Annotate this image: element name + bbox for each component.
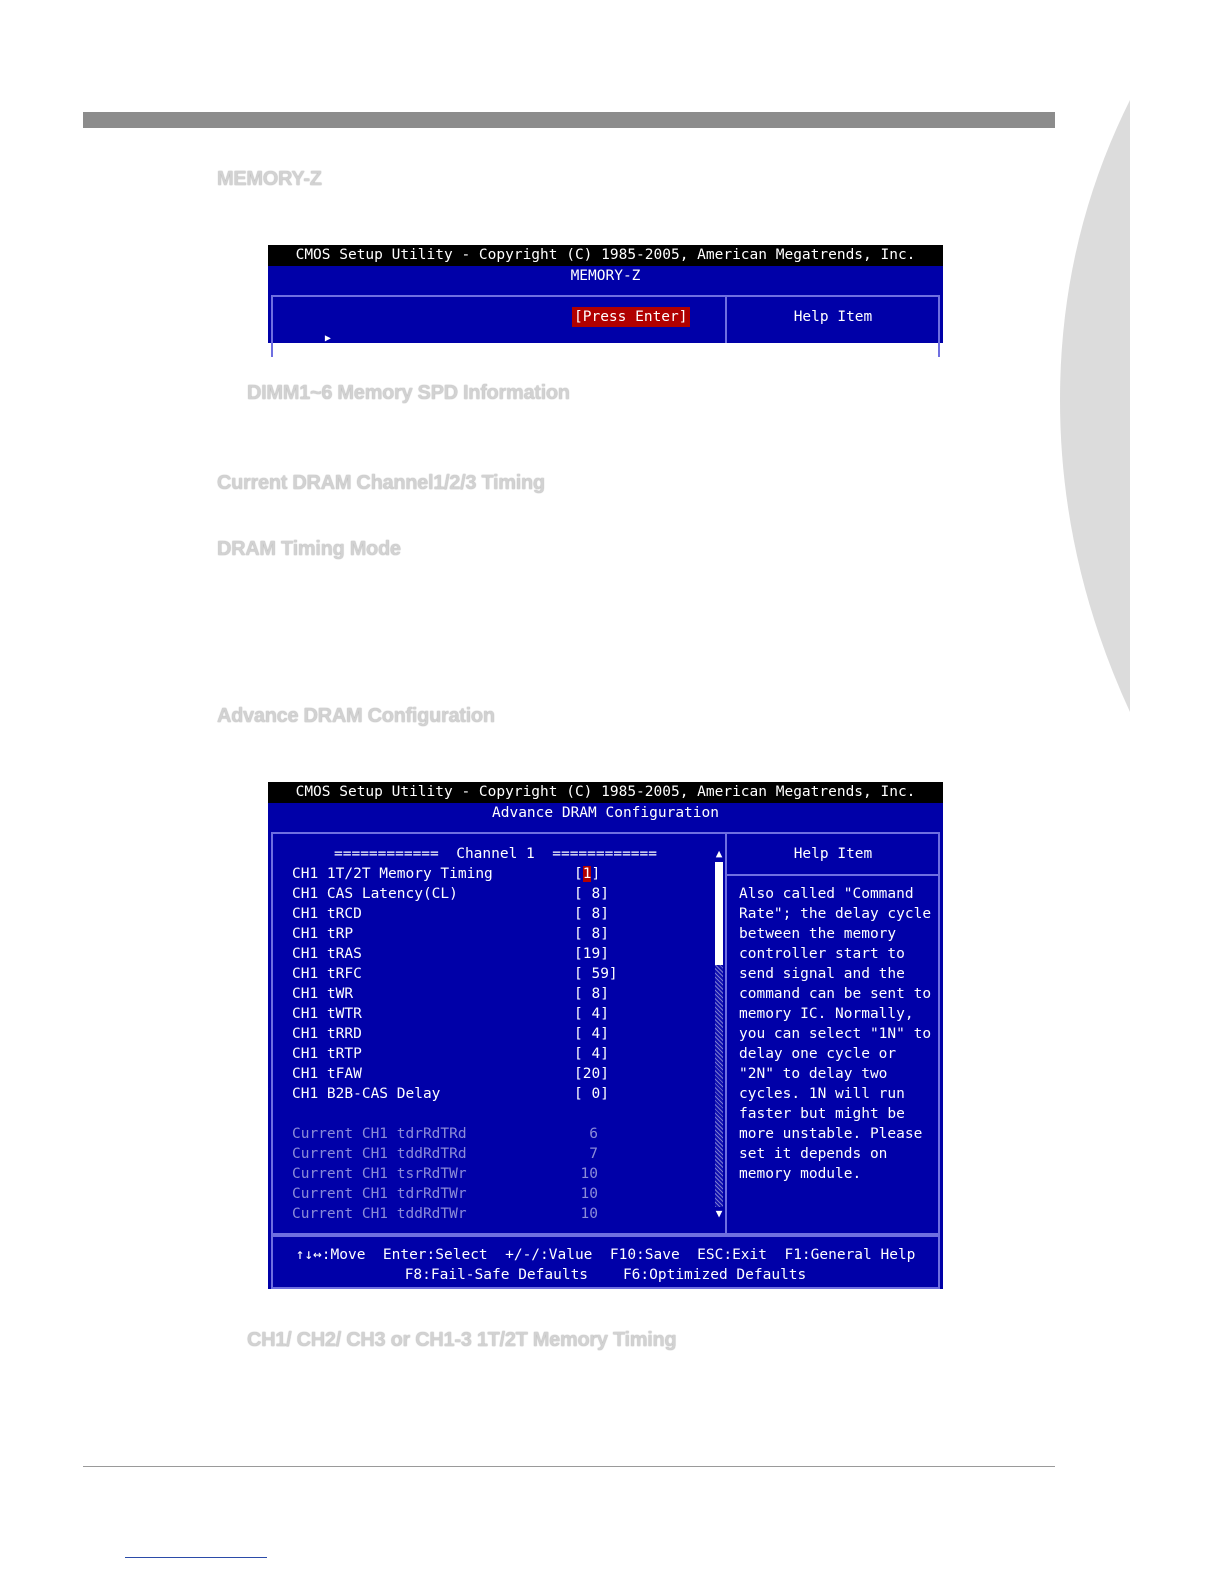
setting-value[interactable]: [19]	[574, 946, 609, 962]
help-text-line: delay one cycle or	[739, 1046, 897, 1062]
setting-value[interactable]: [ 8]	[574, 886, 609, 902]
heading-current-dram: Current DRAM Channel1/2/3 Timing	[217, 472, 545, 494]
footer-keys-line1: ↑↓↔:Move Enter:Select +/-/:Value F10:Save ESC:Exit F1:General Help	[295, 1247, 916, 1263]
dimm1-spd-label: DIMM1 Memory SPD Information	[324, 351, 570, 367]
help-text-line: set it depends on	[739, 1146, 888, 1162]
current-timing-value: 7	[589, 1146, 598, 1162]
current-timing-label: Current CH1 tddRdTRd	[292, 1146, 467, 1162]
setting-value[interactable]	[574, 864, 600, 884]
help-text-line: memory IC. Normally,	[739, 1006, 914, 1022]
setting-value[interactable]: [ 0]	[574, 1086, 609, 1102]
bios-copyright: CMOS Setup Utility - Copyright (C) 1985-2005, American Megatrends, Inc.	[268, 782, 943, 803]
setting-value[interactable]: [ 4]	[574, 1046, 609, 1062]
current-timing-label: Current CH1 tsrRdTWr	[292, 1166, 467, 1182]
help-text-line: command can be sent to	[739, 986, 932, 1002]
bios-title: Advance DRAM Configuration	[492, 805, 719, 821]
setting-label[interactable]: CH1 tWR	[292, 986, 354, 1002]
bios-advance-dram-screen	[268, 782, 943, 1289]
setting-label[interactable]: CH1 tRFC	[292, 966, 362, 982]
current-timing-label: Current CH1 tdrRdTWr	[292, 1186, 467, 1202]
setting-value[interactable]: [ 8]	[574, 906, 609, 922]
scroll-up-icon[interactable]: ▲	[715, 847, 723, 860]
setting-label[interactable]: CH1 B2B-CAS Delay	[292, 1086, 441, 1102]
current-timing-value: 6	[589, 1126, 598, 1142]
side-tab-decoration	[1060, 100, 1130, 712]
help-text-line: Also called "Command	[739, 886, 914, 902]
setting-label[interactable]: CH1 tRCD	[292, 906, 362, 922]
help-text-line: between the memory	[739, 926, 897, 942]
help-text-line: "2N" to delay two	[739, 1066, 888, 1082]
setting-label[interactable]: CH1 1T/2T Memory Timing	[292, 866, 493, 882]
help-item-title: Help Item	[793, 846, 873, 862]
help-text-line: Rate"; the delay cycle	[739, 906, 932, 922]
setting-value[interactable]: [ 4]	[574, 1026, 609, 1042]
help-text-line: you can select "1N" to	[739, 1026, 932, 1042]
heading-memory-z: MEMORY-Z	[217, 168, 322, 190]
setting-value[interactable]: [ 8]	[574, 926, 609, 942]
heading-dram-timing-mode: DRAM Timing Mode	[217, 538, 401, 560]
bios-title: MEMORY-Z	[570, 268, 641, 284]
setting-value[interactable]: [20]	[574, 1066, 609, 1082]
setting-label[interactable]: CH1 tRAS	[292, 946, 362, 962]
setting-label[interactable]: CH1 tRTP	[292, 1046, 362, 1062]
setting-label[interactable]: CH1 tRRD	[292, 1026, 362, 1042]
current-timing-value: 10	[580, 1206, 598, 1222]
heading-ch-timing: CH1/ CH2/ CH3 or CH1-3 1T/2T Memory Timing	[247, 1329, 677, 1351]
bios-divider	[725, 834, 727, 1233]
setting-label[interactable]: CH1 tWTR	[292, 1006, 362, 1022]
setting-value[interactable]: [ 4]	[574, 1006, 609, 1022]
channel-header: ============ Channel 1 ============	[334, 846, 658, 862]
dimm1-spd-item[interactable]	[290, 307, 570, 367]
current-timing-value: 10	[580, 1166, 598, 1182]
scroll-down-icon[interactable]: ▼	[715, 1207, 723, 1220]
setting-value[interactable]: [ 8]	[574, 986, 609, 1002]
value-bracket: [	[574, 866, 583, 882]
bios-memory-z-screen	[268, 245, 943, 367]
current-timing-label: Current CH1 tddRdTWr	[292, 1206, 467, 1222]
current-timing-value: 10	[580, 1186, 598, 1202]
help-text-line: cycles. 1N will run	[739, 1086, 905, 1102]
press-enter-button[interactable]: [Press Enter]	[574, 309, 688, 325]
setting-label[interactable]: CH1 CAS Latency(CL)	[292, 886, 458, 902]
help-text-line: memory module.	[739, 1166, 862, 1182]
setting-label[interactable]: CH1 tRP	[292, 926, 354, 942]
setting-value[interactable]: [ 59]	[574, 966, 618, 982]
footer-rule	[83, 1466, 1055, 1467]
help-text-line: send signal and the	[739, 966, 905, 982]
item-arrow-icon: ▶	[324, 333, 331, 344]
help-item-title: Help Item	[793, 309, 873, 325]
selected-value[interactable]: 1	[582, 866, 592, 882]
value-bracket: ]	[591, 866, 601, 882]
setting-label[interactable]: CH1 tFAW	[292, 1066, 362, 1082]
heading-dimm-spd: DIMM1~6 Memory SPD Information	[247, 382, 570, 404]
help-text-line: controller start to	[739, 946, 905, 962]
help-separator	[727, 874, 938, 876]
heading-advance-dram: Advance DRAM Configuration	[217, 705, 495, 727]
footer-link-underline	[125, 1557, 267, 1558]
help-text-line: more unstable. Please	[739, 1126, 923, 1142]
scrollbar-thumb[interactable]	[715, 862, 723, 965]
bios-copyright: CMOS Setup Utility - Copyright (C) 1985-2005, American Megatrends, Inc.	[268, 245, 943, 266]
current-timing-label: Current CH1 tdrRdTRd	[292, 1126, 467, 1142]
footer-keys-line2: F8:Fail-Safe Defaults F6:Optimized Defaults	[404, 1267, 807, 1283]
help-text-line: faster but might be	[739, 1106, 905, 1122]
header-bar	[83, 112, 1055, 128]
